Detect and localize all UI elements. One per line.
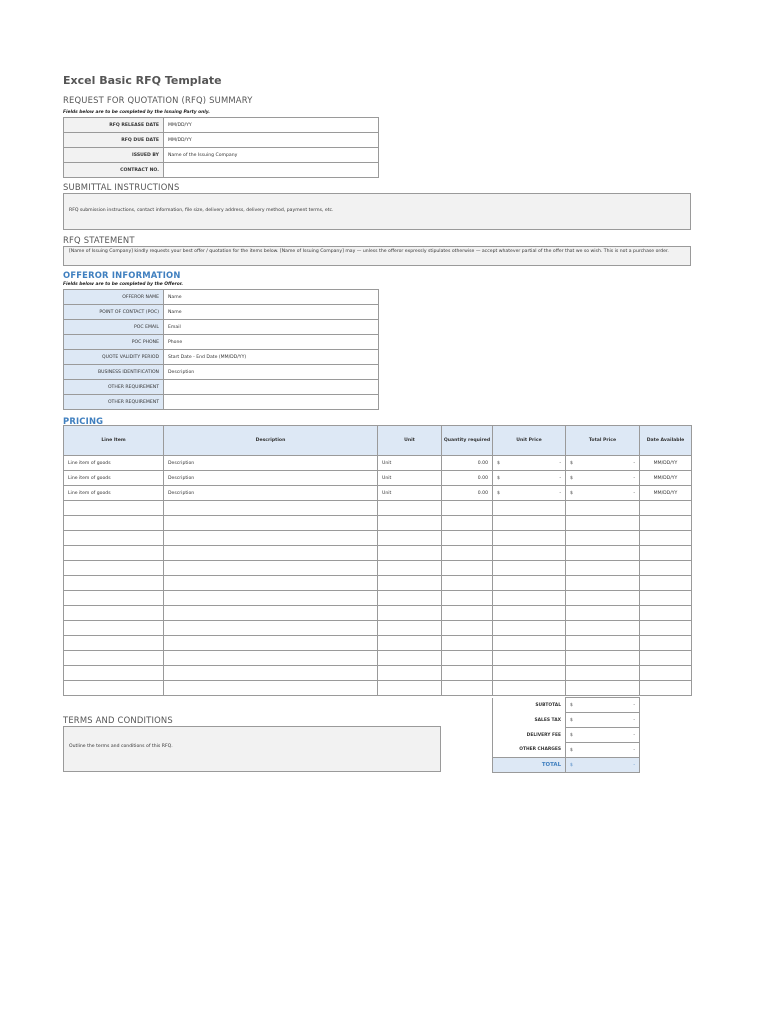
- offeror-row: [64, 335, 379, 350]
- pricing-column-header: Quantity required: [442, 426, 493, 456]
- pricing-empty-cell[interactable]: [64, 591, 164, 606]
- pricing-empty-row: [64, 516, 692, 531]
- offeror-row: [64, 395, 379, 410]
- pricing-empty-cell[interactable]: [640, 501, 692, 516]
- page-title: Excel Basic RFQ Template: [63, 74, 222, 87]
- summary-note: Fields below are to be completed by the Issuing Party only.: [63, 110, 210, 115]
- submittal-text: RFQ submission instructions, contact information, file size, delivery address, delivery method, payment terms, etc.: [69, 208, 334, 213]
- pricing-empty-cell[interactable]: [640, 651, 692, 666]
- currency-value: -: [559, 460, 561, 466]
- summary-value-field[interactable]: [164, 163, 379, 178]
- pricing-row: [64, 456, 692, 471]
- offeror-value-field[interactable]: Name: [164, 305, 379, 320]
- currency-wrapper: [570, 748, 635, 753]
- price-cell[interactable]: [493, 486, 566, 501]
- summary-row: [64, 118, 379, 133]
- offeror-label: BUSINESS IDENTIFICATION: [64, 365, 164, 380]
- line-item-cell[interactable]: Line item of goods: [64, 486, 164, 501]
- pricing-empty-cell[interactable]: [493, 666, 566, 681]
- quantity-cell[interactable]: 0.00: [442, 486, 493, 501]
- pricing-empty-cell[interactable]: [493, 501, 566, 516]
- pricing-empty-cell[interactable]: [566, 516, 640, 531]
- summary-row: [64, 133, 379, 148]
- currency-value: -: [633, 732, 635, 738]
- pricing-column-header: Description: [164, 426, 378, 456]
- summary-label: ISSUED BY: [64, 148, 164, 163]
- pricing-empty-cell[interactable]: [566, 606, 640, 621]
- pricing-empty-cell[interactable]: [442, 681, 493, 696]
- pricing-empty-cell[interactable]: [64, 501, 164, 516]
- pricing-empty-cell[interactable]: [640, 636, 692, 651]
- totals-label: TOTAL: [493, 758, 566, 773]
- pricing-empty-row: [64, 636, 692, 651]
- pricing-empty-cell[interactable]: [442, 621, 493, 636]
- pricing-empty-cell[interactable]: [164, 651, 378, 666]
- pricing-empty-cell[interactable]: [442, 546, 493, 561]
- summary-heading: REQUEST FOR QUOTATION (RFQ) SUMMARY: [63, 95, 253, 105]
- pricing-empty-row: [64, 501, 692, 516]
- pricing-empty-cell[interactable]: [64, 636, 164, 651]
- pricing-empty-cell[interactable]: [378, 591, 442, 606]
- price-cell[interactable]: [493, 471, 566, 486]
- currency-value: -: [559, 490, 561, 496]
- pricing-empty-cell[interactable]: [640, 561, 692, 576]
- totals-label: OTHER CHARGES: [493, 743, 566, 758]
- description-cell[interactable]: Description: [164, 471, 378, 486]
- pricing-empty-cell[interactable]: [640, 546, 692, 561]
- submittal-heading: SUBMITTAL INSTRUCTIONS: [63, 182, 180, 192]
- pricing-empty-cell[interactable]: [640, 621, 692, 636]
- pricing-empty-cell[interactable]: [442, 516, 493, 531]
- totals-value: [566, 728, 640, 743]
- pricing-empty-cell[interactable]: [493, 621, 566, 636]
- offeror-label: POC EMAIL: [64, 320, 164, 335]
- pricing-empty-cell[interactable]: [493, 651, 566, 666]
- pricing-empty-cell[interactable]: [378, 636, 442, 651]
- offeror-value-field[interactable]: [164, 395, 379, 410]
- pricing-column-header: Line Item: [64, 426, 164, 456]
- unit-cell[interactable]: Unit: [378, 456, 442, 471]
- pricing-empty-row: [64, 576, 692, 591]
- currency-wrapper: [570, 491, 635, 496]
- description-cell[interactable]: Description: [164, 486, 378, 501]
- summary-label: CONTRACT NO.: [64, 163, 164, 178]
- pricing-empty-cell[interactable]: [64, 651, 164, 666]
- terms-text: Outline the terms and conditions of this RFQ.: [69, 744, 173, 749]
- pricing-empty-row: [64, 666, 692, 681]
- statement-text: [Name of Issuing Company] kindly requests your best offer / quotation for the items below. [Name of Issuing Company] may — unless the offeror expressly stipulates otherwise — accept whatever partial of the offer that we so wish. This is not a purchase order.: [69, 249, 669, 254]
- pricing-empty-cell[interactable]: [442, 636, 493, 651]
- offeror-note: Fields below are to be completed by the Offeror.: [63, 282, 184, 287]
- pricing-empty-cell[interactable]: [64, 531, 164, 546]
- pricing-empty-cell[interactable]: [378, 516, 442, 531]
- pricing-table: [63, 425, 692, 696]
- currency-symbol: $: [570, 702, 573, 708]
- pricing-empty-cell[interactable]: [493, 591, 566, 606]
- currency-symbol: $: [497, 490, 500, 496]
- currency-symbol: $: [497, 475, 500, 481]
- pricing-empty-row: [64, 561, 692, 576]
- currency-value: -: [633, 747, 635, 753]
- pricing-empty-cell[interactable]: [378, 561, 442, 576]
- unit-cell[interactable]: Unit: [378, 486, 442, 501]
- pricing-empty-cell[interactable]: [566, 531, 640, 546]
- offeror-row: [64, 380, 379, 395]
- summary-row: [64, 148, 379, 163]
- totals-table: [492, 697, 640, 773]
- unit-cell[interactable]: Unit: [378, 471, 442, 486]
- offeror-value-field[interactable]: Start Date - End Date (MM/DD/YY): [164, 350, 379, 365]
- summary-table: [63, 117, 379, 178]
- offeror-row: [64, 320, 379, 335]
- pricing-empty-row: [64, 531, 692, 546]
- pricing-empty-cell[interactable]: [640, 681, 692, 696]
- totals-row: [493, 743, 640, 758]
- pricing-empty-row: [64, 681, 692, 696]
- pricing-empty-cell[interactable]: [640, 666, 692, 681]
- offeror-label: OTHER REQUIREMENT: [64, 380, 164, 395]
- totals-label: DELIVERY FEE: [493, 728, 566, 743]
- price-cell[interactable]: [493, 456, 566, 471]
- pricing-empty-cell[interactable]: [566, 501, 640, 516]
- currency-symbol: $: [570, 490, 573, 496]
- pricing-empty-cell[interactable]: [378, 546, 442, 561]
- price-cell[interactable]: [566, 471, 640, 486]
- pricing-empty-cell[interactable]: [164, 666, 378, 681]
- pricing-empty-cell[interactable]: [164, 531, 378, 546]
- pricing-column-header: Date Available: [640, 426, 692, 456]
- currency-symbol: $: [570, 732, 573, 738]
- pricing-empty-cell[interactable]: [378, 606, 442, 621]
- pricing-empty-cell[interactable]: [640, 516, 692, 531]
- pricing-empty-cell[interactable]: [378, 576, 442, 591]
- pricing-empty-cell[interactable]: [442, 576, 493, 591]
- currency-value: -: [633, 475, 635, 481]
- pricing-empty-cell[interactable]: [493, 681, 566, 696]
- pricing-empty-cell[interactable]: [566, 636, 640, 651]
- totals-value: [566, 698, 640, 713]
- line-item-cell[interactable]: Line item of goods: [64, 471, 164, 486]
- currency-value: -: [633, 717, 635, 723]
- pricing-empty-cell[interactable]: [640, 606, 692, 621]
- pricing-empty-cell[interactable]: [164, 546, 378, 561]
- offeror-row: [64, 290, 379, 305]
- line-item-cell[interactable]: Line item of goods: [64, 456, 164, 471]
- pricing-empty-cell[interactable]: [442, 606, 493, 621]
- pricing-empty-cell[interactable]: [164, 501, 378, 516]
- offeror-heading: OFFEROR INFORMATION: [63, 270, 181, 280]
- currency-wrapper: [497, 476, 561, 481]
- pricing-column-header: Unit Price: [493, 426, 566, 456]
- currency-symbol: $: [570, 762, 573, 768]
- quantity-cell[interactable]: 0.00: [442, 456, 493, 471]
- terms-box[interactable]: [63, 726, 441, 772]
- pricing-empty-cell[interactable]: [442, 666, 493, 681]
- currency-value: -: [633, 762, 635, 768]
- currency-wrapper: [497, 491, 561, 496]
- currency-wrapper: [570, 733, 635, 738]
- submittal-instructions-box[interactable]: [63, 193, 691, 230]
- price-cell[interactable]: [566, 456, 640, 471]
- pricing-empty-cell[interactable]: [164, 636, 378, 651]
- totals-row: [493, 728, 640, 743]
- pricing-empty-cell[interactable]: [566, 591, 640, 606]
- pricing-empty-cell[interactable]: [442, 591, 493, 606]
- pricing-empty-cell[interactable]: [566, 576, 640, 591]
- date-available-cell[interactable]: MM/DD/YY: [640, 486, 692, 501]
- pricing-empty-cell[interactable]: [442, 501, 493, 516]
- currency-symbol: $: [570, 717, 573, 723]
- pricing-empty-cell[interactable]: [442, 561, 493, 576]
- currency-value: -: [633, 460, 635, 466]
- offeror-row: [64, 365, 379, 380]
- pricing-empty-cell[interactable]: [64, 666, 164, 681]
- pricing-empty-cell[interactable]: [493, 561, 566, 576]
- statement-box[interactable]: [63, 246, 691, 266]
- currency-symbol: $: [570, 475, 573, 481]
- totals-label: SUBTOTAL: [493, 698, 566, 713]
- offeror-label: OFFEROR NAME: [64, 290, 164, 305]
- offeror-value-field[interactable]: Phone: [164, 335, 379, 350]
- pricing-empty-cell[interactable]: [566, 546, 640, 561]
- pricing-empty-cell[interactable]: [164, 516, 378, 531]
- pricing-empty-cell[interactable]: [164, 621, 378, 636]
- terms-heading: TERMS AND CONDITIONS: [63, 715, 173, 725]
- pricing-empty-cell[interactable]: [378, 651, 442, 666]
- totals-value: [566, 743, 640, 758]
- currency-symbol: $: [570, 747, 573, 753]
- pricing-empty-row: [64, 621, 692, 636]
- summary-value-field[interactable]: MM/DD/YY: [164, 133, 379, 148]
- pricing-empty-cell[interactable]: [640, 531, 692, 546]
- pricing-empty-cell[interactable]: [442, 651, 493, 666]
- pricing-empty-cell[interactable]: [164, 606, 378, 621]
- pricing-empty-cell[interactable]: [640, 576, 692, 591]
- pricing-empty-cell[interactable]: [378, 681, 442, 696]
- totals-value: [566, 758, 640, 773]
- pricing-heading: PRICING: [63, 416, 104, 426]
- pricing-empty-cell[interactable]: [64, 561, 164, 576]
- pricing-empty-cell[interactable]: [493, 516, 566, 531]
- pricing-empty-cell[interactable]: [64, 546, 164, 561]
- currency-symbol: $: [497, 460, 500, 466]
- pricing-empty-cell[interactable]: [566, 666, 640, 681]
- totals-label: SALES TAX: [493, 713, 566, 728]
- pricing-row: [64, 486, 692, 501]
- summary-row: [64, 163, 379, 178]
- pricing-empty-cell[interactable]: [493, 531, 566, 546]
- totals-row: [493, 758, 640, 773]
- pricing-empty-cell[interactable]: [378, 666, 442, 681]
- offeror-value-field[interactable]: [164, 380, 379, 395]
- pricing-empty-cell[interactable]: [493, 636, 566, 651]
- pricing-row: [64, 471, 692, 486]
- offeror-label: POINT OF CONTACT (POC): [64, 305, 164, 320]
- description-cell[interactable]: Description: [164, 456, 378, 471]
- currency-wrapper: [570, 703, 635, 708]
- totals-row: [493, 713, 640, 728]
- summary-label: RFQ RELEASE DATE: [64, 118, 164, 133]
- pricing-empty-cell[interactable]: [164, 681, 378, 696]
- pricing-empty-cell[interactable]: [566, 651, 640, 666]
- pricing-empty-cell[interactable]: [64, 576, 164, 591]
- summary-value-field[interactable]: MM/DD/YY: [164, 118, 379, 133]
- offeror-label: POC PHONE: [64, 335, 164, 350]
- pricing-empty-cell[interactable]: [566, 681, 640, 696]
- currency-value: -: [633, 490, 635, 496]
- pricing-empty-row: [64, 591, 692, 606]
- pricing-empty-cell[interactable]: [64, 606, 164, 621]
- pricing-empty-cell[interactable]: [164, 576, 378, 591]
- pricing-column-header: Total Price: [566, 426, 640, 456]
- statement-heading: RFQ STATEMENT: [63, 235, 135, 245]
- totals-row: [493, 698, 640, 713]
- pricing-empty-cell[interactable]: [64, 621, 164, 636]
- pricing-empty-cell[interactable]: [493, 576, 566, 591]
- pricing-empty-cell[interactable]: [493, 546, 566, 561]
- summary-value-field[interactable]: Name of the Issuing Company: [164, 148, 379, 163]
- pricing-empty-cell[interactable]: [164, 561, 378, 576]
- quantity-cell[interactable]: 0.00: [442, 471, 493, 486]
- totals-value: [566, 713, 640, 728]
- date-available-cell[interactable]: MM/DD/YY: [640, 456, 692, 471]
- currency-wrapper: [570, 763, 635, 768]
- pricing-empty-row: [64, 651, 692, 666]
- pricing-empty-cell[interactable]: [566, 621, 640, 636]
- price-cell[interactable]: [566, 486, 640, 501]
- pricing-empty-cell[interactable]: [566, 561, 640, 576]
- offeror-label: OTHER REQUIREMENT: [64, 395, 164, 410]
- currency-wrapper: [497, 461, 561, 466]
- summary-label: RFQ DUE DATE: [64, 133, 164, 148]
- pricing-empty-cell[interactable]: [164, 591, 378, 606]
- pricing-empty-cell[interactable]: [378, 501, 442, 516]
- currency-symbol: $: [570, 460, 573, 466]
- pricing-empty-cell[interactable]: [442, 531, 493, 546]
- currency-value: -: [559, 475, 561, 481]
- offeror-table: [63, 289, 379, 410]
- offeror-value-field[interactable]: Description: [164, 365, 379, 380]
- pricing-column-header: Unit: [378, 426, 442, 456]
- offeror-value-field[interactable]: Name: [164, 290, 379, 305]
- pricing-empty-cell[interactable]: [64, 516, 164, 531]
- pricing-empty-cell[interactable]: [64, 681, 164, 696]
- offeror-row: [64, 350, 379, 365]
- offeror-row: [64, 305, 379, 320]
- date-available-cell[interactable]: MM/DD/YY: [640, 471, 692, 486]
- pricing-empty-cell[interactable]: [378, 531, 442, 546]
- currency-wrapper: [570, 461, 635, 466]
- currency-value: -: [633, 702, 635, 708]
- offeror-value-field[interactable]: Email: [164, 320, 379, 335]
- pricing-empty-cell[interactable]: [640, 591, 692, 606]
- offeror-label: QUOTE VALIDITY PERIOD: [64, 350, 164, 365]
- pricing-empty-row: [64, 546, 692, 561]
- pricing-empty-row: [64, 606, 692, 621]
- currency-wrapper: [570, 476, 635, 481]
- currency-wrapper: [570, 718, 635, 723]
- pricing-empty-cell[interactable]: [493, 606, 566, 621]
- pricing-empty-cell[interactable]: [378, 621, 442, 636]
